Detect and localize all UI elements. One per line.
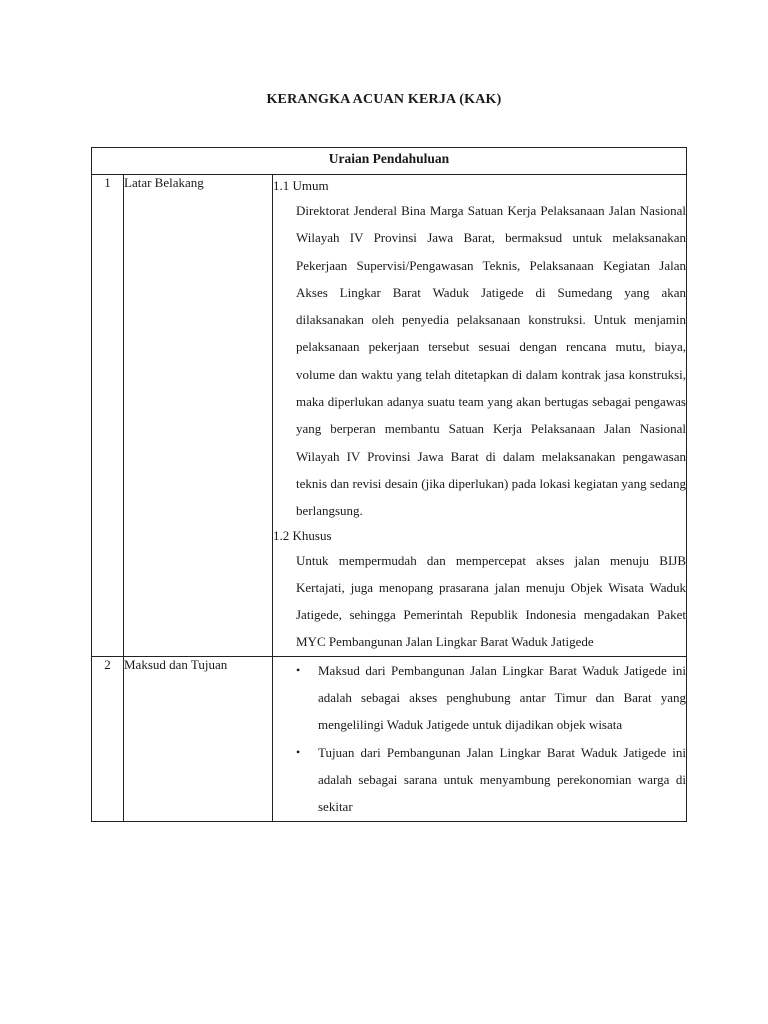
bullet-icon: • (296, 662, 301, 677)
table-header-row (92, 148, 687, 175)
row-label: Latar Belakang (124, 175, 273, 657)
bullet-icon: • (296, 744, 301, 759)
list-item (296, 657, 686, 739)
row-number: 2 (92, 656, 124, 821)
table-row (92, 175, 687, 657)
row-number: 1 (92, 175, 124, 657)
section-heading: 1.1 Umum (273, 178, 329, 193)
bullet-list (273, 657, 686, 821)
section-text: Direktorat Jenderal Bina Marga Satuan Kerja Pelaksanaan Jalan Nasional Wilayah IV Provinsi Jawa Barat, bermaksud untuk melaksanakan Pekerjaan Supervisi/Pengawasan Teknis, Pelaksanaan Kegiatan Jalan Akses Lingkar Barat Waduk Jatigede di Sumedang yang akan dilaksanakan oleh penyedia pelaksanaan konstruksi. Untuk menjamin pelaksanaan pekerjaan tersebut sesuai dengan rencana mutu, biaya, volume dan waktu yang telah ditetapkan di dalam kontrak jasa konstruksi, maka diperlukan adanya suatu team yang akan bertugas sebagai pengawas yang berperan membantu Satuan Kerja Pelaksanaan Jalan Nasional Wilayah IV Provinsi Jawa Barat di dalam melaksanakan pengawasan teknis dan revisi desain (jika diperlukan) pada lokasi kegiatan yang sedang berlangsung. (296, 203, 686, 519)
section-text: Untuk mempermudah dan mempercepat akses jalan menuju BIJB Kertajati, juga menopang prasarana jalan menuju Objek Wisata Waduk Jatigede, sehingga Pemerintah Republik Indonesia mengadakan Paket MYC Pembangunan Jalan Lingkar Barat Waduk Jatigede (296, 552, 686, 650)
row-content (273, 656, 687, 821)
table-header: Uraian Pendahuluan (92, 148, 687, 175)
row-label: Maksud dan Tujuan (124, 656, 273, 821)
section-heading: 1.2 Khusus (273, 527, 332, 543)
kak-table (91, 147, 687, 822)
list-item-text: Tujuan dari Pembangunan Jalan Lingkar Barat Waduk Jatigede ini adalah sebagai sarana untuk menyambung perekonomian warga di sekitar (318, 744, 686, 815)
document-title: KERANGKA ACUAN KERJA (KAK) (266, 92, 502, 107)
list-item-text: Maksud dari Pembangunan Jalan Lingkar Barat Waduk Jatigede ini adalah sebagai akses penghubung antar Timur dan Barat yang mengelilingi Waduk Jatigede untuk dijadikan objek wisata (318, 662, 686, 733)
row-content (273, 175, 687, 657)
list-item (296, 739, 686, 821)
table-row (92, 656, 687, 821)
